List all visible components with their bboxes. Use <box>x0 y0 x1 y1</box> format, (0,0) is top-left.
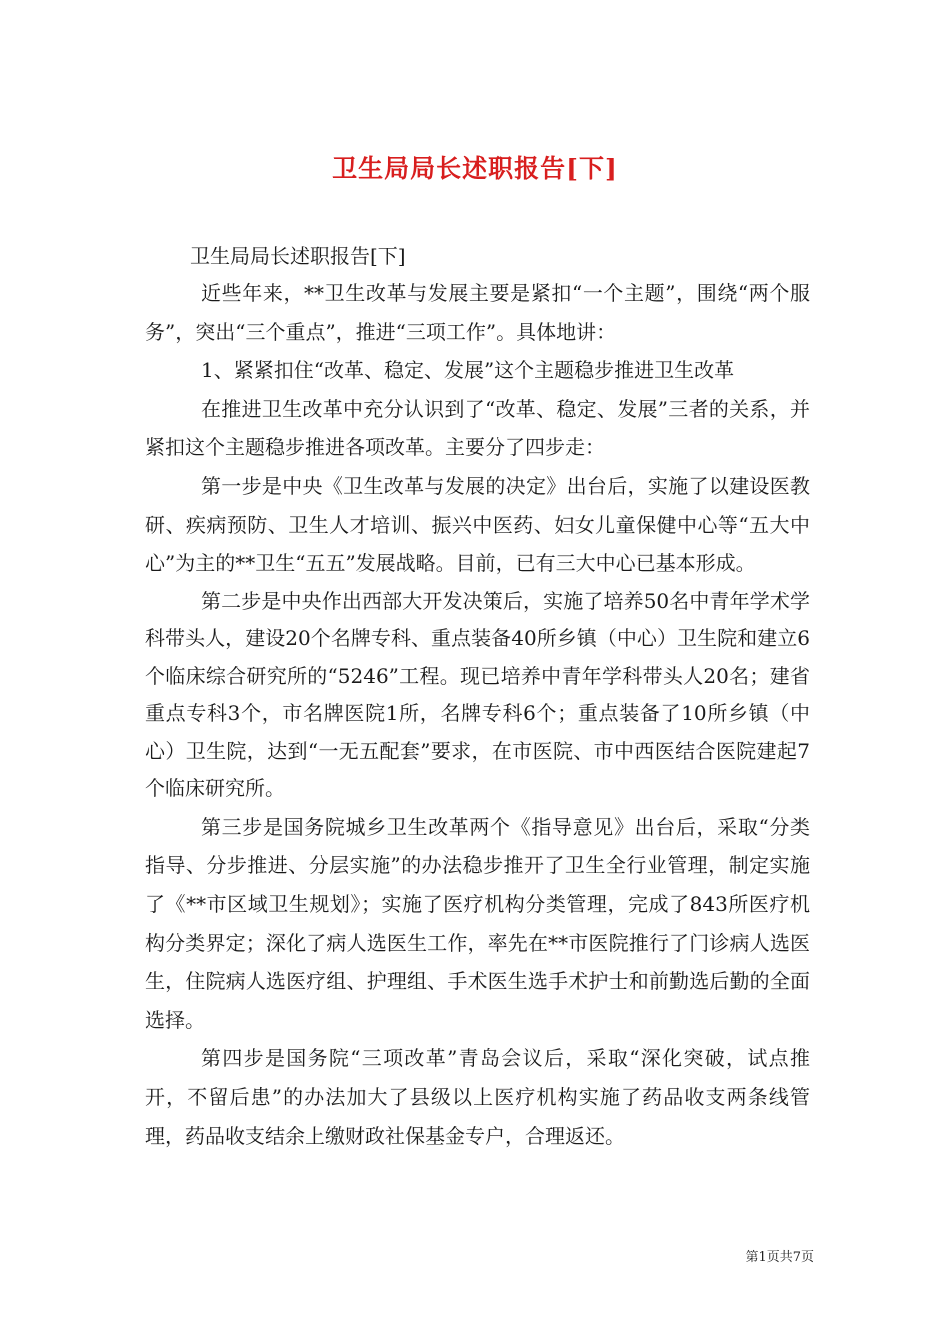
paragraph: 第二步是中央作出西部大开发决策后，实施了培养50名中青年学术学科带头人，建设20个名牌专科、重点装备40所乡镇（中心）卫生院和建立6个临床综合研究所的“5246”工程。现已培养中青年学科带头人20名；建省重点专科3个，市名牌医院1所，名牌专科6个；重点装备了10所乡镇（中心）卫生院，达到“一无五配套”要求，在市医院、市中西医结合医院建起7个临床研究所。 <box>145 588 810 801</box>
paragraph: 第三步是国务院城乡卫生改革两个《指导意见》出台后，采取“分类指导、分步推进、分层实施”的办法稳步推开了卫生全行业管理，制定实施了《**市区域卫生规划》；实施了医疗机构分类管理，完成了843所医疗机构分类界定；深化了病人选医生工作，率先在**市医院推行了门诊病人选医生，住院病人选医疗组、护理组、手术医生选手术护士和前勤选后勤的全面选择。 <box>145 814 810 1032</box>
paragraph: 在推进卫生改革中充分认识到了“改革、稳定、发展”三者的关系，并紧扣这个主题稳步推进各项改革。主要分了四步走： <box>145 396 810 460</box>
paragraph: 第一步是中央《卫生改革与发展的决定》出台后，实施了以建设医教研、疾病预防、卫生人才培训、振兴中医药、妇女儿童保健中心等“五大中心”为主的**卫生“五五”发展战略。目前，已有三大中心已基本形成。 <box>145 473 810 576</box>
section-heading: 1、紧紧扣住“改革、稳定、发展”这个主题稳步推进卫生改革 <box>201 358 735 383</box>
document-subtitle: 卫生局局长述职报告[下] <box>190 244 406 268</box>
document-body <box>145 274 810 1155</box>
paragraph: 第四步是国务院“三项改革”青岛会议后，采取“深化突破，试点推开，不留后患”的办法加大了县级以上医疗机构实施了药品收支两条线管理，药品收支结余上缴财政社保基金专户，合理返还。 <box>145 1046 810 1148</box>
page-number: 第1页共7页 <box>745 1250 814 1265</box>
paragraph: 近些年来，**卫生改革与发展主要是紧扣“一个主题”，围绕“两个服务”，突出“三个重点”，推进“三项工作”。具体地讲： <box>145 281 810 344</box>
document-title: 卫生局局长述职报告[下] <box>332 153 618 183</box>
